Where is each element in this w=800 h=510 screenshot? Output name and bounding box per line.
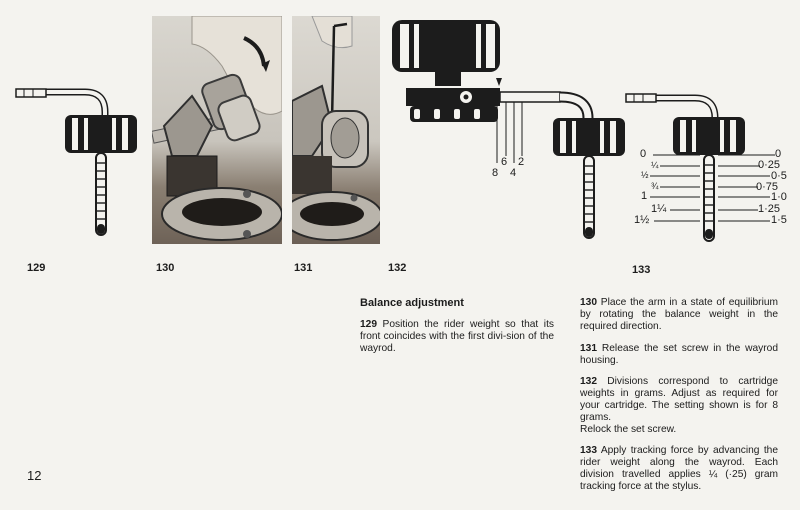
hand-adjusting-balance-weight-photo [152, 16, 282, 244]
fig133-right-125: 1·25 [758, 203, 781, 215]
paragraph-133-text: Apply tracking force by advancing the rider weight along the wayrod. Each division travelled applies ¼ (·25) gram tracking force at the stylus. [580, 445, 778, 492]
fig133-right-05: 0·5 [771, 170, 787, 182]
paragraph-129-text: Position the rider weight so that its front coincides with the first divi-sion of the wayrod. [360, 319, 554, 354]
paragraph-131 [580, 343, 778, 367]
photo-130 [152, 16, 282, 244]
hex-key-set-screw-photo [292, 16, 380, 244]
figure-label-132: 132 [388, 262, 407, 274]
figure-label-129: 129 [27, 262, 46, 274]
paragraph-132-relock: Relock the set screw. [580, 424, 677, 435]
paragraph-133-number: 133 [580, 445, 597, 456]
paragraph-132-text: Divisions correspond to cartridge weights in grams. Adjust as required for your cartridge. The setting shown is for 8 grams. [580, 376, 778, 423]
paragraph-130 [580, 297, 778, 333]
fig133-right-025: 0·25 [758, 159, 781, 171]
paragraph-129-number: 129 [360, 319, 377, 330]
fig132-scale-8: 8 [492, 167, 499, 179]
fig133-right-0: 0 [775, 148, 782, 160]
fig133-left-half: ½ [641, 170, 649, 180]
paragraph-131-text: Release the set screw in the wayrod housing. [580, 343, 778, 366]
fig133-right-15: 1·5 [771, 214, 787, 226]
page-number: 12 [27, 468, 42, 483]
section-heading: Balance adjustment [360, 297, 464, 309]
paragraph-132 [580, 376, 778, 436]
fig132-scale-2: 2 [518, 156, 525, 168]
paragraph-129 [360, 319, 554, 355]
figure-129-drawing [0, 0, 130, 250]
fig133-left-1-half: 1½ [634, 214, 650, 226]
figure-132-drawing [390, 18, 640, 248]
figure-label-130: 130 [156, 262, 175, 274]
fig133-left-1-quarter: 1¼ [651, 203, 667, 215]
fig133-left-three-quarter: ¾ [651, 181, 659, 191]
fig133-left-quarter: ¼ [651, 160, 659, 170]
figure-label-133: 133 [632, 264, 651, 276]
fig133-left-1: 1 [641, 190, 648, 202]
photo-131 [292, 16, 380, 244]
paragraph-130-text: Place the arm in a state of equilibrium by rotating the balance weight in the required direction. [580, 297, 778, 332]
fig132-scale-6: 6 [501, 156, 508, 168]
paragraph-133 [580, 445, 778, 493]
figure-label-131: 131 [294, 262, 313, 274]
fig133-right-075: 0·75 [756, 181, 779, 193]
fig133-left-0: 0 [640, 148, 647, 160]
paragraph-130-number: 130 [580, 297, 597, 308]
fig132-scale-4: 4 [510, 167, 517, 179]
paragraph-131-number: 131 [580, 343, 597, 354]
fig133-right-10: 1·0 [771, 191, 787, 203]
paragraph-132-number: 132 [580, 376, 597, 387]
